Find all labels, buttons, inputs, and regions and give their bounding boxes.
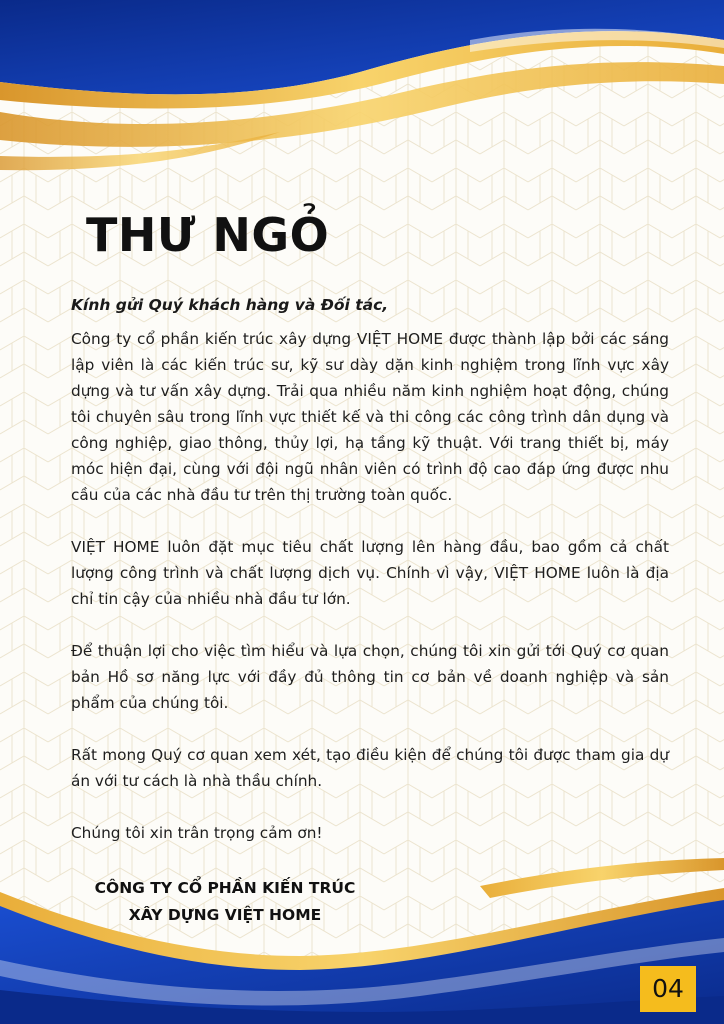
paragraph-profile: Để thuận lợi cho việc tìm hiểu và lựa chọn, chúng tôi xin gửi tới Quý cơ quan bản Hồ sơ năng lực với đầy đủ thông tin cơ bản về doanh nghiệp và sản phẩm của chúng tôi. xyxy=(71,642,669,712)
page-title: THƯ NGỎ xyxy=(86,208,330,262)
letter-body xyxy=(71,292,669,846)
paragraph-intro: Công ty cổ phần kiến trúc xây dựng VIỆT HOME được thành lập bởi các sáng lập viên là các kiến trúc sư, kỹ sư dày dặn kinh nghiệm trong lĩnh vực xây dựng và tư vấn xây dựng. Trải qua nhiều năm kinh nghiệm hoạt động, chúng tôi chuyên sâu trong lĩnh vực thiết kế và thi công các công trình dân dụng và công nghiệp, giao thông, thủy lợi, hạ tầng kỹ thuật. Với trang thiết bị, máy móc hiện đại, cùng với đội ngũ nhân viên có trình độ cao đáp ứng được nhu cầu của các nhà đầu tư trên thị trường toàn quốc. xyxy=(71,330,669,504)
company-signature xyxy=(40,875,410,929)
paragraph-thanks: Chúng tôi xin trân trọng cảm ơn! xyxy=(71,824,323,842)
paragraph-request: Rất mong Quý cơ quan xem xét, tạo điều kiện để chúng tôi được tham gia dự án với tư cách là nhà thầu chính. xyxy=(71,746,669,790)
page-number-badge: 04 xyxy=(640,966,696,1012)
signature-line-1: CÔNG TY CỔ PHẦN KIẾN TRÚC xyxy=(94,879,356,897)
top-wave-decoration xyxy=(0,0,724,190)
greeting-line: Kính gửi Quý khách hàng và Đối tác, xyxy=(71,296,389,314)
signature-line-2: XÂY DỰNG VIỆT HOME xyxy=(128,906,322,924)
bottom-wave-decoration xyxy=(0,840,724,1024)
paragraph-quality: VIỆT HOME luôn đặt mục tiêu chất lượng lên hàng đầu, bao gồm cả chất lượng công trình và chất lượng dịch vụ. Chính vì vậy, VIỆT HOME luôn là địa chỉ tin cậy của nhiều nhà đầu tư lớn. xyxy=(71,538,669,608)
